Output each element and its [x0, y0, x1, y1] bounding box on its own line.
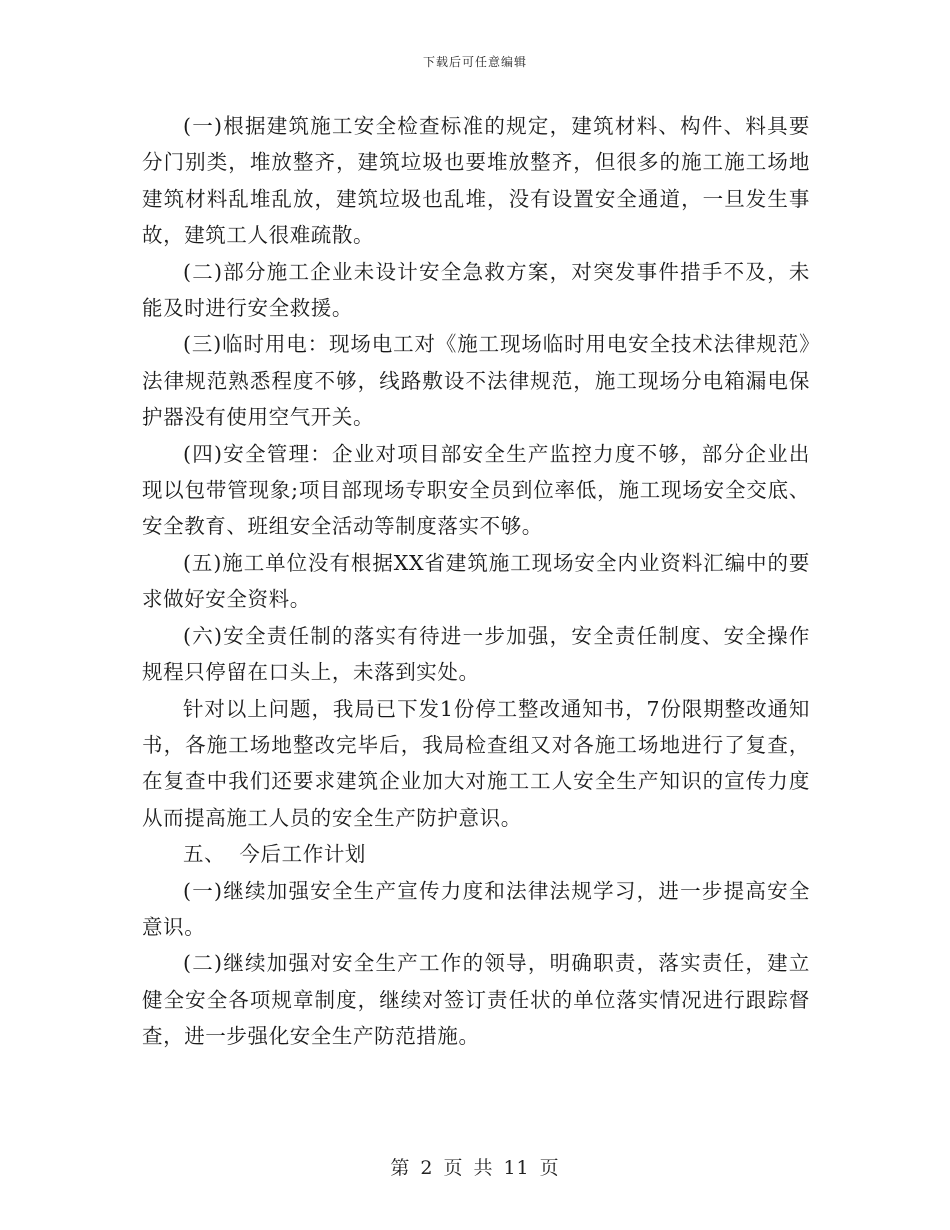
paragraph-1: (一)根据建筑施工安全检查标准的规定，建筑材料、构件、料具要分门别类，堆放整齐，建筑垃圾也要堆放整齐，但很多的施工施工场地建筑材料乱堆乱放，建筑垃圾也乱堆，没有设置安全通道，一旦发生事故，建筑工人很难疏散。: [142, 114, 810, 248]
paragraph-4: (四)安全管理：企业对项目部安全生产监控力度不够，部分企业出现以包带管现象;项目部现场专职安全员到位率低，施工现场安全交底、安全教育、班组安全活动等制度落实不够。: [142, 441, 810, 539]
header-note: 下载后可任意编辑: [422, 55, 527, 69]
paragraph-6: (六)安全责任制的落实有待进一步加强，安全责任制度、安全操作规程只停留在口头上，未落到实处。: [142, 623, 810, 685]
page-label-mid: 页: [443, 1157, 464, 1179]
total-label: 共: [473, 1157, 494, 1179]
paragraph-5: (五)施工单位没有根据XX省建筑施工现场安全内业资料汇编中的要求做好安全资料。: [142, 550, 810, 612]
total-pages: 11: [503, 1157, 530, 1179]
page-number: 2: [420, 1157, 434, 1179]
page-footer: [0, 1153, 950, 1180]
page-label-suffix: 页: [539, 1157, 560, 1179]
paragraph-3: (三)临时用电：现场电工对《施工现场临时用电安全技术法律规范》法律规范熟悉程度不够，线路敷设不法律规范，施工现场分电箱漏电保护器没有使用空气开关。: [142, 332, 810, 430]
paragraph-8: (一)继续加强安全生产宣传力度和法律法规学习，进一步提高安全意识。: [142, 878, 810, 939]
document-body: [142, 108, 810, 1055]
paragraph-2: (二)部分施工企业未设计安全急救方案，对突发事件措手不及，未能及时进行安全救援。: [142, 259, 810, 321]
paragraph-7: 针对以上问题，我局已下发1份停工整改通知书，7份限期整改通知书，各施工场地整改完毕后，我局检查组又对各施工场地进行了复查，在复查中我们还要求建筑企业加大对施工工人安全生产知识的宣传力度从而提高施工人员的安全生产防护意识。: [142, 696, 810, 830]
paragraph-9: (二)继续加强对安全生产工作的领导，明确职责，落实责任，建立健全安全各项规章制度，继续对签订责任状的单位落实情况进行跟踪督查，进一步强化安全生产防范措施。: [142, 951, 810, 1049]
page-label-prefix: 第: [390, 1157, 411, 1179]
section-heading-future-plan: 五、 今后工作计划: [183, 842, 367, 867]
